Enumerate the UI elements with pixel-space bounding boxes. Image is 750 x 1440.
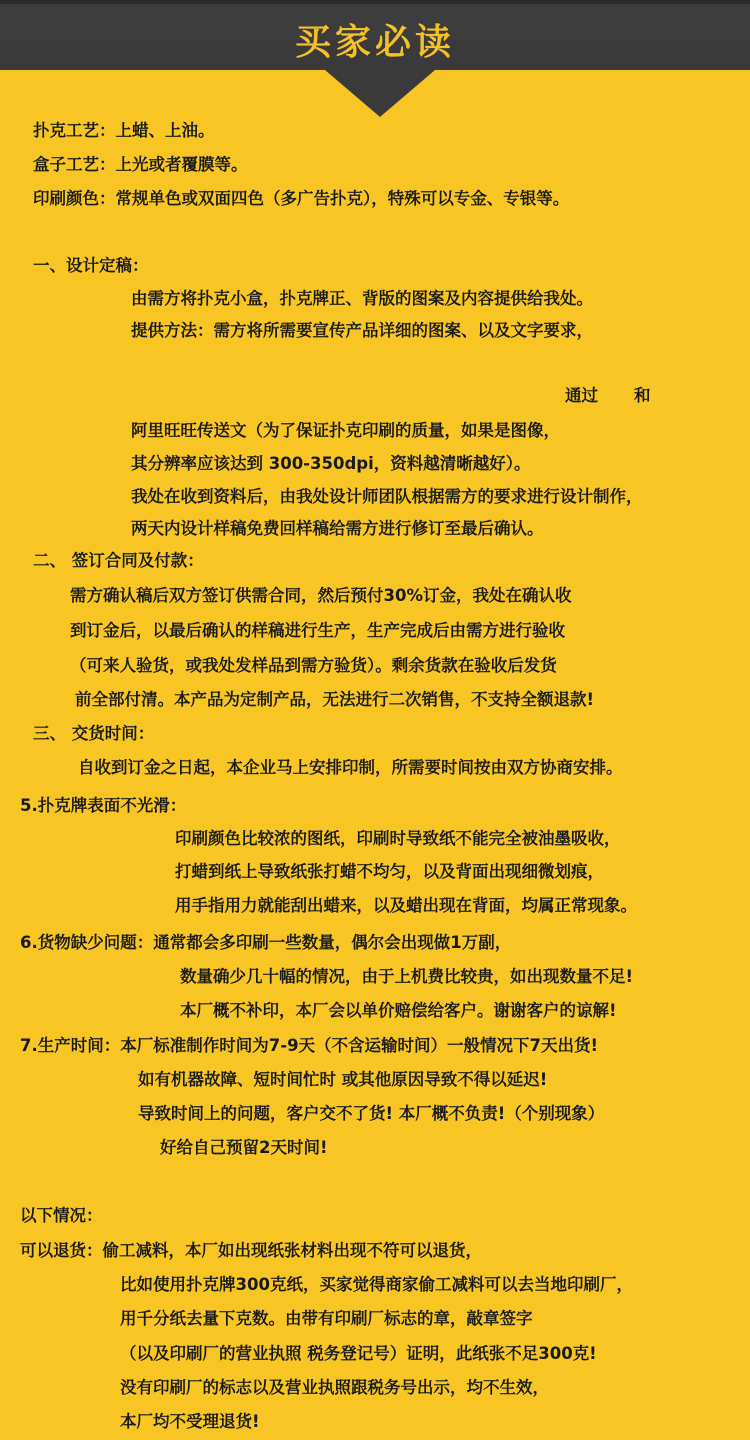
page-title: 买家必读	[294, 22, 455, 63]
text-line: 数量确少几十幅的情况，由于上机费比较贵，如出现数量不足!	[180, 967, 634, 986]
text-line: 盒子工艺：上光或者覆膜等。	[33, 155, 248, 174]
text-line: 比如使用扑克牌300克纸，买家觉得商家偷工减料可以去当地印刷厂，	[120, 1275, 633, 1294]
text-line: 以下情况：	[20, 1206, 103, 1225]
text-line: 好给自己预留2天时间!	[160, 1138, 328, 1157]
text-line: 需方确认稿后双方签订供需合同，然后预付30%订金，我处在确认收	[70, 586, 572, 605]
text-line: （可来人验货，或我处发样品到需方验货）。剩余货款在验收后发货	[70, 656, 557, 675]
text-line: 印刷颜色：常规单色或双面四色（多广告扑克），特殊可以专金、专银等。	[33, 189, 570, 208]
header-banner	[0, 0, 750, 118]
text-line: 7.生产时间：本厂标准制作时间为7-9天（不含运输时间）一般情况下7天出货!	[20, 1036, 599, 1055]
text-line: 扑克工艺：上蜡、上油。	[33, 121, 215, 140]
text-line: 两天内设计样稿免费回样稿给需方进行修订至最后确认。	[131, 519, 544, 538]
text-line: 可以退货：偷工减料，本厂如出现纸张材料出现不符可以退货，	[20, 1241, 482, 1260]
text-line: 5.扑克牌表面不光滑：	[20, 796, 187, 815]
text-line: 6.货物缺少问题：通常都会多印刷一些数量，偶尔会出现做1万副，	[20, 933, 512, 952]
text-line: 如有机器故障、短时间忙时 或其他原因导致不得以延迟!	[138, 1070, 548, 1089]
text-line: 其分辨率应该达到 300-350dpi，资料越清晰越好）。	[131, 454, 531, 473]
text-line: 提供方法：需方将所需要宣传产品详细的图案、以及文字要求，	[131, 321, 593, 340]
text-line: 通过	[565, 386, 598, 405]
text-line: 印刷颜色比较浓的图纸，印刷时导致纸不能完全被油墨吸收，	[175, 829, 621, 848]
text-line: （以及印刷厂的营业执照 税务登记号）证明，此纸张不足300克!	[120, 1344, 597, 1363]
text-line: 前全部付清。本产品为定制产品，无法进行二次销售，不支持全额退款!	[75, 690, 595, 709]
text-line: 导致时间上的问题，客户交不了货! 本厂概不负责!（个别现象）	[138, 1104, 605, 1123]
text-line: 我处在收到资料后，由我处设计师团队根据需方的要求进行设计制作，	[131, 487, 643, 506]
text-line: 一、设计定稿：	[33, 256, 149, 275]
text-line: 到订金后，以最后确认的样稿进行生产，生产完成后由需方进行验收	[70, 621, 565, 640]
text-line: 用手指用力就能刮出蜡来，以及蜡出现在背面，均属正常现象。	[175, 896, 637, 915]
text-line: 由需方将扑克小盒，扑克牌正、背版的图案及内容提供给我处。	[131, 289, 593, 308]
text-line: 二、 签订合同及付款：	[33, 551, 204, 570]
text-line: 没有印刷厂的标志以及营业执照跟税务号出示，均不生效，	[120, 1378, 549, 1397]
text-line: 打蜡到纸上导致纸张打蜡不均匀，以及背面出现细微划痕，	[175, 862, 604, 881]
text-line: 用千分纸去量下克数。由带有印刷厂标志的章，敲章签字	[120, 1309, 533, 1328]
text-line: 和	[634, 386, 651, 405]
text-line: 本厂均不受理退货!	[120, 1412, 260, 1431]
text-line: 三、 交货时间：	[33, 724, 155, 743]
text-line: 阿里旺旺传送文（为了保证扑克印刷的质量，如果是图像，	[131, 421, 560, 440]
text-line: 本厂概不补印，本厂会以单价赔偿给客户。谢谢客户的谅解!	[180, 1001, 617, 1020]
text-line: 自收到订金之日起，本企业马上安排印制，所需要时间按由双方协商安排。	[78, 758, 623, 777]
